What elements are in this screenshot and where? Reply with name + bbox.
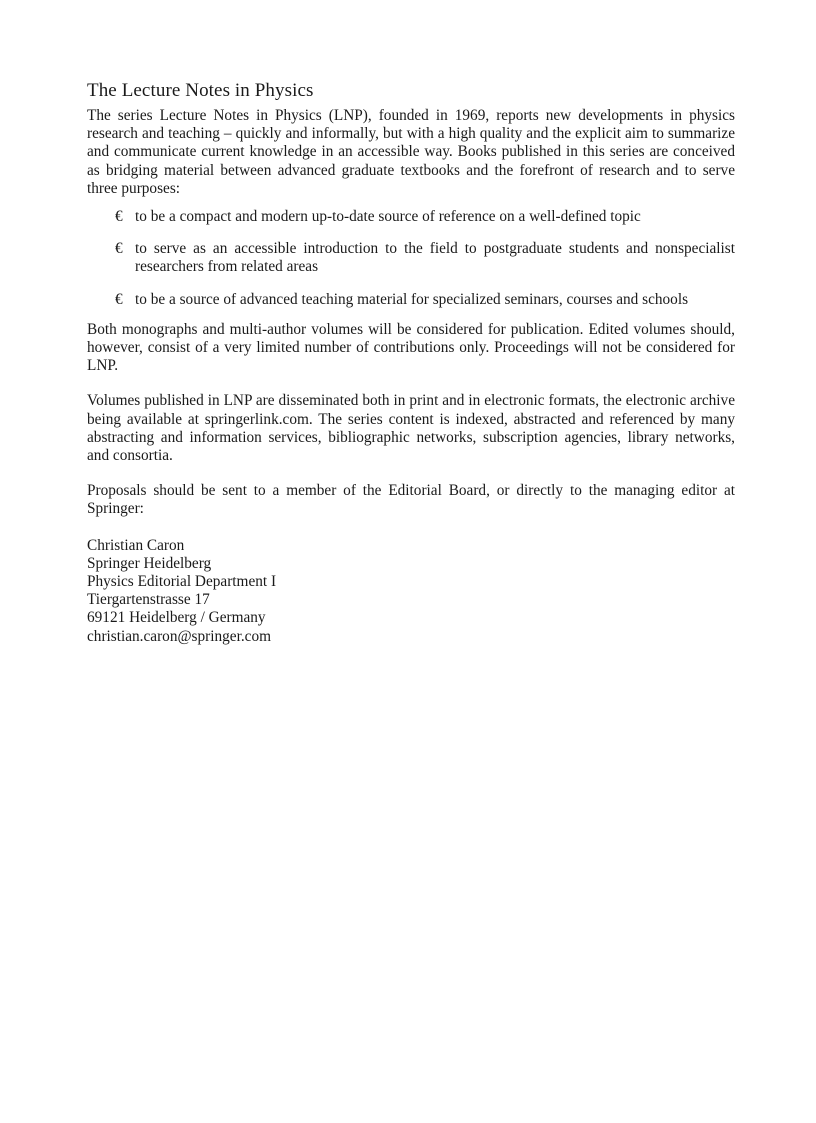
contact-street: Tiergartenstrasse 17: [87, 591, 210, 609]
contact-organization: Springer Heidelberg: [87, 554, 212, 572]
contact-department: Physics Editorial Department I: [87, 573, 277, 591]
contact-city: 69121 Heidelberg / Germany: [87, 609, 266, 627]
page-title: The Lecture Notes in Physics: [87, 80, 314, 101]
contact-address: [87, 537, 735, 646]
list-item-text: to serve as an accessible introduction to the field to postgraduate students and nonspecialist researchers from related areas: [135, 240, 735, 276]
bullet-glyph: €: [115, 290, 123, 308]
document-page: [87, 80, 735, 646]
intro-paragraph: The series Lecture Notes in Physics (LNP), founded in 1969, reports new developments in physics research and teaching – quickly and informally, but with a high quality and the explicit aim to summarize and communicate current knowledge in an accessible way. Books published in this series are conceived as bridging material between advanced graduate textbooks and the forefront of research and to serve three purposes:: [87, 107, 735, 197]
purposes-list: [87, 208, 735, 309]
list-item: [87, 208, 735, 226]
dissemination-paragraph: Volumes published in LNP are disseminated both in print and in electronic formats, the electronic archive being available at springerlink.com. The series content is indexed, abstracted and referenced by many abstracting and information services, bibliographic networks, subscription agencies, library networks, and consortia.: [87, 392, 735, 465]
list-item-text: to be a compact and modern up-to-date source of reference on a well-defined topic: [135, 208, 641, 226]
list-item: [87, 240, 735, 276]
list-item-text: to be a source of advanced teaching material for specialized seminars, courses and schools: [135, 290, 689, 308]
contact-name: Christian Caron: [87, 536, 185, 554]
bullet-glyph: €: [115, 208, 123, 226]
contact-email[interactable]: christian.caron@springer.com: [87, 627, 271, 645]
bullet-glyph: €: [115, 240, 123, 258]
volumes-paragraph: Both monographs and multi-author volumes will be considered for publication. Edited volumes should, however, consist of a very limited number of contributions only. Proceedings will not be considered for LNP.: [87, 320, 735, 375]
list-item: [87, 291, 735, 309]
proposals-paragraph: Proposals should be sent to a member of the Editorial Board, or directly to the managing editor at Springer:: [87, 482, 735, 518]
